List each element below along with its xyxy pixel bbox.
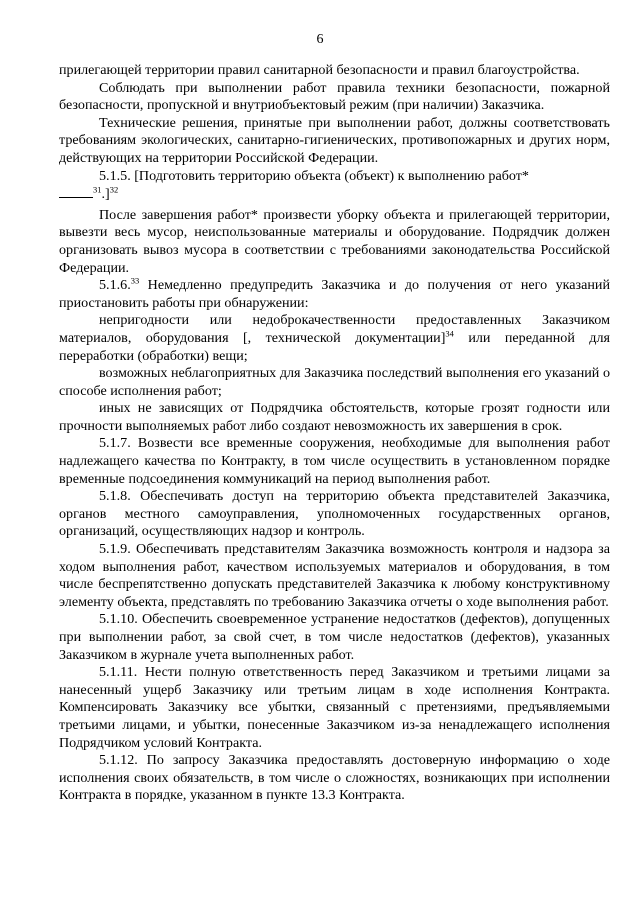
- paragraph-5-1-10: 5.1.10. Обеспечить своевременное устранение недостатков (дефектов), допущенных при выполнении работ, за свой счет, в том числе недостатков (дефектов), указанных Заказчиком в журнале учета выполненных работ.: [59, 611, 610, 663]
- paragraph-5-1-5-text: 5.1.5. [Подготовить территорию объекта (объект) к выполнению работ*: [99, 167, 529, 184]
- paragraph-5-1-8: 5.1.8. Обеспечивать доступ на территорию объекта представителей Заказчика, органов местного самоуправления, уполномоченных государственных органов, организаций, осуществляющих надзор и контроль.: [59, 488, 610, 540]
- paragraph-5-1-6-number: 5.1.6.: [99, 277, 131, 294]
- document-body: [59, 62, 610, 805]
- paragraph-other-circumstances: иных не зависящих от Подрядчика обстоятельств, которые грозят годности или прочности выполняемых работ либо создают невозможность их завершения в срок.: [59, 400, 610, 434]
- paragraph-cleanup: После завершения работ* произвести уборку объекта и прилегающей территории, вывезти весь мусор, неиспользованные материалы и оборудование. Подрядчик должен организовать вывоз мусора в соответствии с требованиями законодательства Российской Федерации.: [59, 206, 610, 276]
- paragraph-5-1-6: [59, 277, 610, 312]
- paragraph-continuation: прилегающей территории правил санитарной безопасности и правил благоустройства.: [59, 62, 580, 78]
- footnote-ref-31: 31: [93, 184, 102, 195]
- paragraph-5-1-5-bracket: .]: [101, 186, 110, 203]
- paragraph-safety-rules: Соблюдать при выполнении работ правила техники безопасности, пожарной безопасности, пропускной и внутриобъектовый режим (при наличии) Заказчика.: [59, 79, 610, 114]
- page-number: 6: [316, 32, 324, 47]
- blank-line: [59, 185, 93, 198]
- paragraph-unfit-materials: [59, 312, 610, 365]
- paragraph-5-1-6-text: Немедленно предупредить Заказчика и до получения от него указаний приостановить работы при обнаружении:: [59, 277, 610, 311]
- paragraph-unfit-materials-text: непригодности или недоброкачественности предоставленных Заказчиком материалов, оборудования [, технической документации]: [59, 312, 610, 346]
- paragraph-unfit-materials-end: или переданной для переработки (обработки) вещи;: [59, 329, 610, 364]
- paragraph-adverse-consequences: возможных неблагоприятных для Заказчика последствий выполнения его указаний о способе исполнения работ;: [59, 365, 610, 399]
- paragraph-5-1-7: 5.1.7. Возвести все временные сооружения, необходимые для выполнения работ надлежащего качества по Контракту, в том числе осуществить в установленном порядке временные подсоединения коммуникаций на период выполнения работ.: [59, 435, 610, 487]
- paragraph-5-1-12: 5.1.12. По запросу Заказчика предоставлять достоверную информацию о ходе исполнения своих обязательств, в том числе о сложностях, возникающих при исполнении Контракта в порядке, указанном в пункте 13.3 Контракта.: [59, 752, 610, 804]
- paragraph-5-1-9: 5.1.9. Обеспечивать представителям Заказчика возможность контроля и надзора за ходом выполнения работ, качеством используемых материалов и оборудования, в том числе беспрепятственно допускать представителей Заказчика к любому конструктивному элементу объекта, представлять по требованию Заказчика отчеты о ходе выполнения работ.: [59, 541, 610, 610]
- footnote-ref-33: 33: [130, 275, 140, 286]
- footnote-ref-32: 32: [109, 184, 119, 195]
- paragraph-technical-decisions: Технические решения, принятые при выполнении работ, должны соответствовать требованиям экологических, санитарно-гигиенических, противопожарных и других норм, действующих на территории Российской Федерации.: [59, 114, 610, 166]
- footnote-ref-34: 34: [445, 328, 454, 339]
- paragraph-5-1-5: [59, 168, 610, 204]
- paragraph-5-1-11: 5.1.11. Нести полную ответственность перед Заказчиком и третьими лицами за нанесенный ущерб Заказчику или третьим лицам в ходе исполнения Контракта. Компенсировать Заказчику все убытки, связанный с претензиями, предъявляемыми третьими лицами, и убытки, понесенные Заказчиком из-за ненадлежащего исполнения Подрядчиком условий Контракта.: [59, 664, 610, 751]
